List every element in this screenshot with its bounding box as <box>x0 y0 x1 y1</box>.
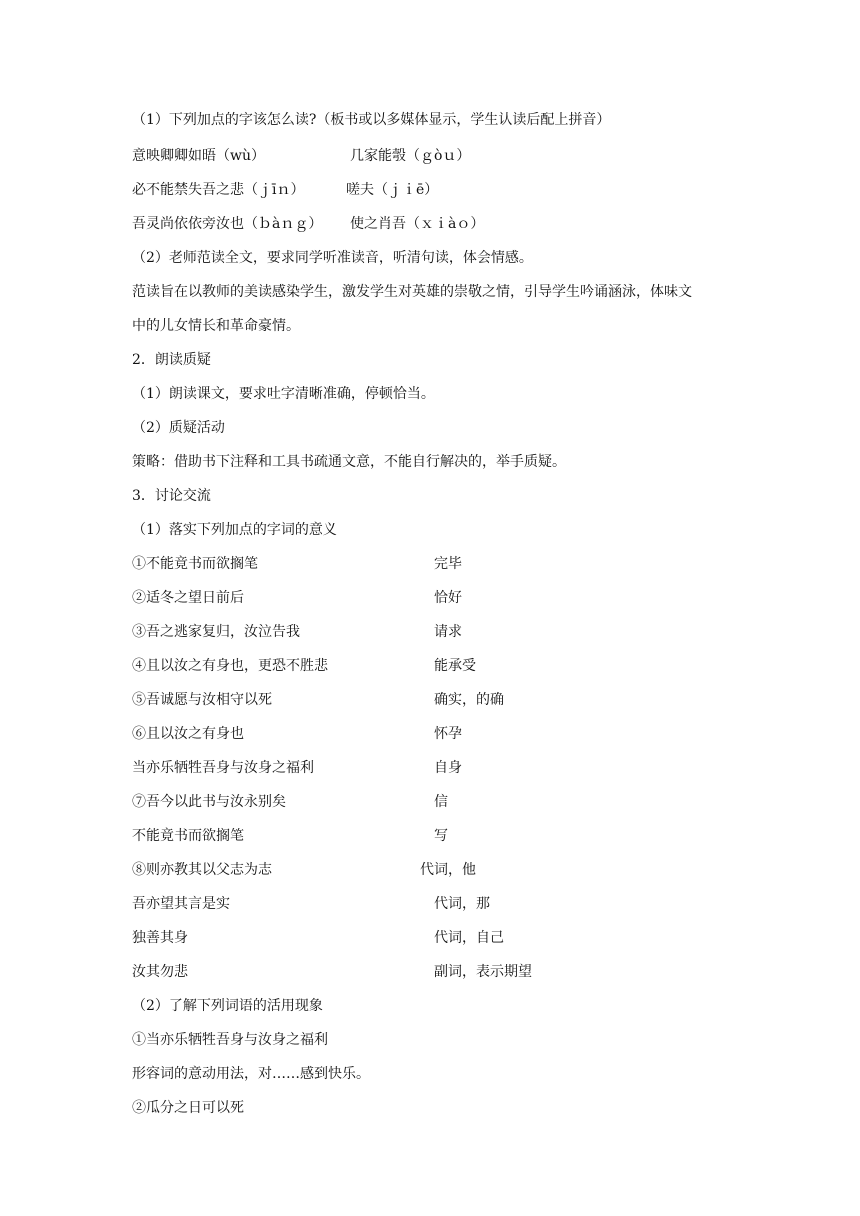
vocab-phrase: 独善其身 <box>132 930 188 946</box>
paragraph: （2）老师范读全文，要求同学听准读音，听清句读，体会情感。 <box>132 250 533 266</box>
vocab-meaning: 写 <box>434 828 448 844</box>
section-heading: 2．朗读质疑 <box>132 352 211 368</box>
pinyin-item: 吾灵尚依依旁汝也（ｂàｎｇ） <box>132 216 323 232</box>
reading-question: （1）下列加点的字该怎么读?（板书或以多媒体显示，学生认读后配上拼音） <box>132 112 611 128</box>
paragraph: 形容词的意动用法，对……感到快乐。 <box>132 1066 370 1082</box>
paragraph: ②瓜分之日可以死 <box>132 1100 244 1116</box>
pinyin-item: 使之肖吾（ｘｉàｏ） <box>350 216 485 232</box>
vocab-phrase: ①不能竟书而欲搁笔 <box>132 556 258 572</box>
vocab-phrase: ③吾之逃家复归，汝泣告我 <box>132 624 300 640</box>
vocab-meaning: 副词，表示期望 <box>434 964 532 980</box>
paragraph: ①当亦乐牺牲吾身与汝身之福利 <box>132 1032 328 1048</box>
pinyin-item: 意映卿卿如晤（wù） <box>132 148 265 164</box>
paragraph: 中的儿女情长和革命豪情。 <box>132 318 300 334</box>
vocab-phrase: ⑧则亦教其以父志为志 <box>132 862 272 878</box>
section-heading: 3．讨论交流 <box>132 488 211 504</box>
vocab-phrase: 不能竟书而欲搁笔 <box>132 828 244 844</box>
vocab-phrase: 汝其勿悲 <box>132 964 188 980</box>
paragraph: （2）了解下列词语的活用现象 <box>132 998 323 1014</box>
pinyin-item: 必不能禁失吾之悲（ｊīｎ） <box>132 182 305 198</box>
paragraph: 范读旨在以教师的美读感染学生，激发学生对英雄的崇敬之情，引导学生吟诵涵泳，体味文 <box>132 284 692 300</box>
vocab-meaning: 代词，他 <box>420 862 476 878</box>
vocab-meaning: 信 <box>434 794 448 810</box>
vocab-phrase: ⑦吾今以此书与汝永别矣 <box>132 794 286 810</box>
vocab-meaning: 确实，的确 <box>434 692 504 708</box>
vocab-phrase: 当亦乐牺牲吾身与汝身之福利 <box>132 760 314 776</box>
pinyin-item: 几家能彀（ｇòｕ） <box>350 148 471 164</box>
vocab-meaning: 请求 <box>434 624 462 640</box>
vocab-phrase: 吾亦望其言是实 <box>132 896 230 912</box>
vocab-phrase: ⑥且以汝之有身也 <box>132 726 244 742</box>
vocab-phrase: ④且以汝之有身也，更恐不胜悲 <box>132 658 328 674</box>
pinyin-item: 嗟夫（ｊｉē） <box>346 182 439 198</box>
vocab-meaning: 代词，那 <box>434 896 490 912</box>
vocab-meaning: 完毕 <box>434 556 462 572</box>
paragraph: （1）朗读课文，要求吐字清晰准确，停顿恰当。 <box>132 386 435 402</box>
paragraph: （1）落实下列加点的字词的意义 <box>132 522 337 538</box>
vocab-meaning: 恰好 <box>434 590 462 606</box>
vocab-meaning: 怀孕 <box>434 726 462 742</box>
vocab-phrase: ②适冬之望日前后 <box>132 590 244 606</box>
vocab-meaning: 自身 <box>434 760 462 776</box>
vocab-phrase: ⑤吾诚愿与汝相守以死 <box>132 692 272 708</box>
vocab-meaning: 能承受 <box>434 658 476 674</box>
paragraph: 策略：借助书下注释和工具书疏通文意，不能自行解决的，举手质疑。 <box>132 454 566 470</box>
paragraph: （2）质疑活动 <box>132 420 225 436</box>
vocab-meaning: 代词，自己 <box>434 930 504 946</box>
